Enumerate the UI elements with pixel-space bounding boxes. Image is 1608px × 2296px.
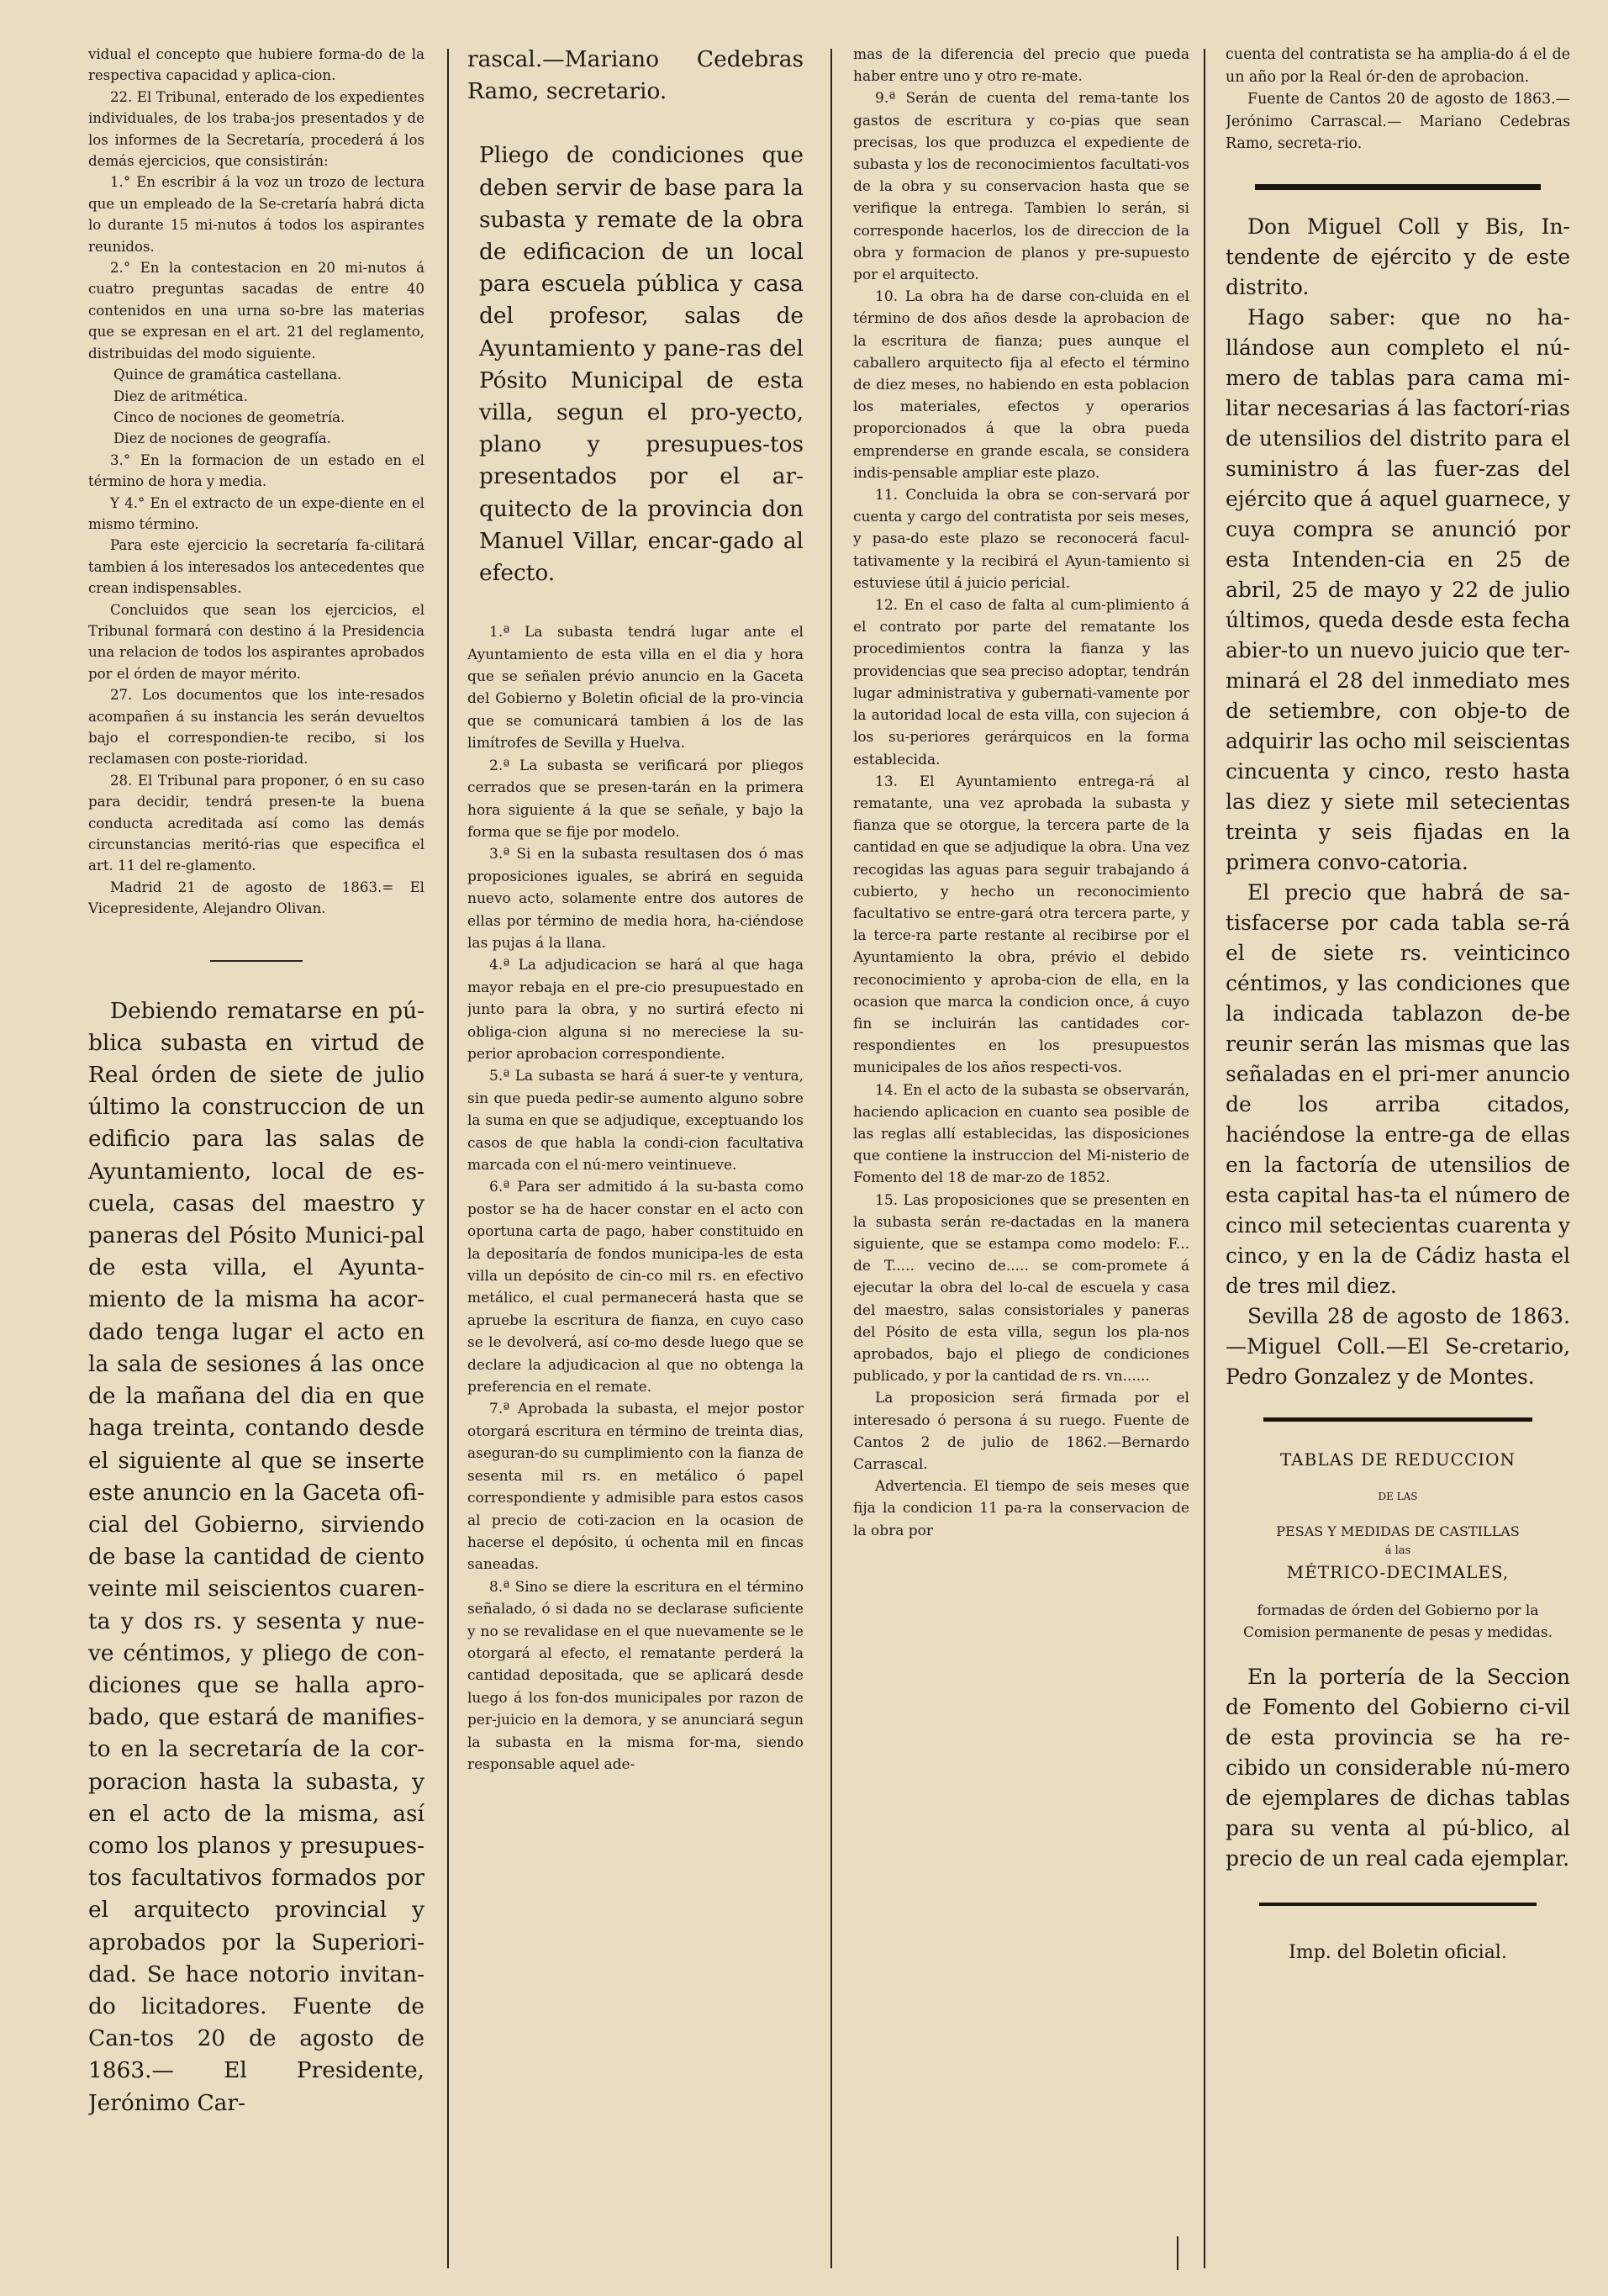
tables-title-de-las: DE LAS — [1378, 1490, 1418, 1502]
condition-6: 6.ª Para ser admitido á la su-basta como postor se ha de hacer constar en el acto con oportuna carta de pago, haber constituido en la depositaría de fondos municipa-les de esta villa un depósito de cin-co mil rs. en efectivo metálico, el cual permanecerá hasta que se apruebe la escritura de fianza, en cuyo caso se le devolverá, así co-mo desde luego que se declare la adjudicacion al que no obtenga la preferencia en el remate. — [467, 1179, 804, 1396]
column-1 — [88, 44, 424, 2119]
exercise-3: 3.° En la formacion de un estado en el término de hora y media. — [88, 451, 424, 490]
column-rule — [830, 49, 832, 2268]
signature-madrid: Madrid 21 de agosto de 1863.= El Vicepresidente, Alejandro Olivan. — [88, 879, 424, 917]
column-4 — [1226, 44, 1570, 1966]
list-item: Diez de nociones de geografía. — [113, 430, 331, 447]
condition-7: 7.ª Aprobada la subasta, el mejor postor otorgará escritura en término de treinta dias, aseguran-do su cumplimiento con la fianza de sesenta mil rs. en metálico ó papel correspondiente y admisible para estos casos al precio de coti-zacion en la ocasion de hacerse el depósito, ú ochenta mil en fincas saneadas. — [467, 1401, 804, 1574]
intendente-heading: Don Miguel Coll y Bis, In-tendente de ejército y de este distrito. — [1226, 214, 1570, 299]
intendente-notice: Hago saber: que no ha-llándose aun completo el nú-mero de tablas para cama mi-litar necesarias á las factorí-rias de utensilios del distrito para el suministro á las fuer-zas del ejército que á aquel guarnece, y cuya compra se anunció por esta Intenden-cia en 25 de abril, 25 de mayo y 22 de julio últimos, queda desde esta fecha abier-to un nuevo juicio que ter-minará el 28 del inmediato mes de setiembre, con obje-to de adquirir las ocho mil seiscientas cincuenta y cinco, resto hasta las diez y siete mil setecientas treinta y seis fijadas en la primera convo-catoria. — [1226, 304, 1570, 874]
condition-continuation: mas de la diferencia del precio que pueda haber entre uno y otro re-mate. — [853, 46, 1189, 86]
printer-imprint: Imp. del Boletin oficial. — [1289, 1941, 1507, 1963]
exercise-4: Y 4.° En el extracto de un expe-diente en el mismo término. — [88, 494, 424, 532]
list-item: Cinco de nociones de geometría. — [113, 409, 345, 425]
signature-continuation: rascal.—Mariano Cedebras Ramo, secretario. — [467, 46, 804, 105]
exercise-2: 2.° En la contestacion en 20 mi-nutos á cuatro preguntas sacadas de entre 40 contenidos en una urna so-bre las materias que se expresan en el art. 21 del reglamento, distribuidas del modo siguiente. — [88, 260, 424, 362]
condition-13: 13. El Ayuntamiento entrega-rá al rematante, una vez aprobada la subasta y fianza que se otorgue, la tercera parte de la cantidad en que se adjudique la obra. Una vez recogidas las aguas para seguir trabajando á cubierto, y hecho un reconocimiento facultativo se entre-gará otra tercera parte, y la terce-ra parte restante al recibirse por el Ayuntamiento la obra, prévio el debido reconocimiento y aproba-cion de ella, en la ocasion que marca la condicion once, á cuyo fin se incluirán las cantidades cor-respondientes en los presupuestos municipales de los años respecti-vos. — [853, 773, 1189, 1077]
section-divider — [1255, 184, 1541, 190]
section-divider — [1263, 1417, 1532, 1422]
list-item: Diez de aritmética. — [113, 388, 248, 404]
paragraph-concluidos: Concluidos que sean los ejercicios, el Tribunal formará con destino á la Presidencia una relacion de todos los aspirantes aprobados por el órden de mayor mérito. — [88, 601, 424, 682]
column-end-mark — [1177, 2236, 1178, 2270]
tables-subtitle: PESAS Y MEDIDAS DE CASTILLAS — [1276, 1523, 1520, 1539]
condition-15: 15. Las proposiciones que se presenten en la subasta serán re-dactadas en la manera siguiente, que se estampa como modelo: F... de T..... vecino de..... se com-promete á ejecutar la obra del lo-cal de escuela y casa del maestro, salas consistoriales y paneras del Pósito de esta villa, segun los pla-nos aprobados, bajo el pliego de condiciones publicado, y por la cantidad de rs. vn...... — [853, 1191, 1189, 1386]
section-divider — [1259, 1903, 1537, 1906]
condition-4: 4.ª La adjudicacion se hará al que haga mayor rebaja en el pre-cio presupuestado en junto para la obra, y no surtirá efecto ni obliga-cion alguna si no mereciese la su-perior aprobacion correspondiente. — [467, 957, 804, 1063]
list-item: Quince de gramática castellana. — [113, 367, 342, 383]
condition-3: 3.ª Si en la subasta resultasen dos ó mas proposiciones iguales, se abrirá en seguida nuevo acto, solamente entre dos autores de ellas por término de media hora, ha-ciéndose las pujas á la llana. — [467, 846, 804, 952]
condition-9: 9.ª Serán de cuenta del rema-tante los gastos de escritura y co-pias que sean precisas, los que produzca el expediente de subasta y los de reconocimientos facultati-vos de la obra y su conservacion hasta que se verifique la entrega. Tambien lo serán, si corresponde hacerlos, los de direccion de la obra y formacion de planos y pre-supuesto por el arquitecto. — [853, 90, 1189, 284]
signature-sevilla: Sevilla 28 de agosto de 1863.—Miguel Coll.—El Se-cretario, Pedro Gonzalez y de Montes. — [1226, 1303, 1570, 1389]
proposal-note: La proposicion será firmada por el interesado ó persona á su ruego. Fuente de Cantos 2 de julio de 1862.—Bernardo Carrascal. — [853, 1390, 1189, 1473]
paragraph-secretaria: Para este ejercicio la secretaría fa-cilitará tambien á los interesados los antecedentes que crean indispensables. — [88, 537, 424, 597]
column-rule — [447, 49, 449, 2268]
condition-10: 10. La obra ha de darse con-cluida en el término de dos años desde la aprobacion de la escritura de fianza; pues aunque el caballero arquitecto fija al efecto el término de diez meses, no habiendo en esta poblacion los materiales, efectos y operarios proporcionados á que la obra pueda emprenderse en grande escala, se considera indis-pensable ampliar este plazo. — [853, 288, 1189, 482]
condition-14: 14. En el acto de la subasta se observarán, haciendo aplicacion en cuanto sea posible de las reglas allí establecidas, las disposiciones que contiene la instruccion del Mi-nisterio de Fomento del 18 de mar-zo de 1852. — [853, 1081, 1189, 1187]
paragraph-intro: vidual el concepto que hubiere forma-do de la respectiva capacidad y aplica-cion. — [88, 46, 424, 84]
condition-11: 11. Concluida la obra se con-servará por cuenta y cargo del contratista por seis meses, y pasa-do este plazo se reconocerá facul-tativamente y la recibirá el Ayun-tamiento si estuviese útil á juicio pericial. — [853, 487, 1189, 592]
advertencia: Advertencia. El tiempo de seis meses que fija la condicion 11 pa-ra la conservacion de la obra por — [853, 1478, 1189, 1539]
article-28: 28. El Tribunal para proponer, ó en su caso para decidir, tendrá presen-te la buena conducta acreditada así como las demás circunstancias meritó-rias que especifica el art. 11 del re-glamento. — [88, 772, 424, 874]
auction-announcement: Debiendo rematarse en pú-blica subasta en virtud de Real órden de siete de julio último la construccion de un edificio para las salas de Ayuntamiento, local de es-cuela, casas del maestro y paneras del Pósito Munici-pal de esta villa, el Ayunta-miento de la misma ha acor-dado tenga lugar el acto en la sala de sesiones á las once de la mañana del dia en que haga treinta, contando desde el siguiente al que se inserte este anuncio en la Gaceta ofi-cial del Gobierno, sirviendo de base la cantidad de ciento veinte mil seiscientos cuaren-ta y dos rs. y sesenta y nue-ve céntimos, y pliego de con-diciones que se halla apro-bado, que estará de manifies-to en la secretaría de la cor-poracion hasta la subasta, y en el acto de la misma, así como los planos y presupues-tos facultativos formados por el arquitecto provincial y aprobados por la Superiori-dad. Se hace notorio invitan-do licitadores. Fuente de Can-tos 20 de agosto de 1863.— El Presidente, Jerónimo Car- — [88, 997, 424, 2116]
condition-2: 2.ª La subasta se verificará por pliegos cerrados que se presen-tarán en la primera hora siguiente á la que se señale, y bajo la forma que se fije por modelo. — [467, 757, 804, 841]
section-divider — [210, 960, 303, 962]
exercise-1: 1.° En escribir á la voz un trozo de lectura que un empleado de la Se-cretaría habrá dicta lo durante 15 mi-nutos á todos los aspirantes reunidos. — [88, 174, 424, 255]
tables-subtitle-a-las: á las — [1384, 1544, 1411, 1557]
conditions-title: Pliego de condiciones que deben servir de base para la subasta y remate de la obra de edificacion de un local para escuela pública y casa del profesor, salas de Ayuntamiento y pane-ras del Pósito Municipal de esta villa, segun el pro-yecto, plano y presupues-tos presentados por el ar-quitecto de la provincia don Manuel Villar, encar-gado al efecto. — [479, 142, 804, 587]
column-3 — [853, 44, 1189, 1542]
condition-1: 1.ª La subasta tendrá lugar ante el Ayuntamiento de esta villa en el dia y hora que se señalen prévio anuncio en la Gaceta del Gobierno y Boletin oficial de la pro-vincia que se comunicará tambien á los de las limítrofes de Sevilla y Huelva. — [467, 624, 804, 752]
condition-12: 12. En el caso de falta al cum-plimiento á el contrato por parte del rematante los procedimientos contra la fianza y las providencias que sea preciso adoptar, tendrán lugar administrativa y gubernati-vamente por la autoridad local de esta villa, con sujecion á los su-periores gerárquicos en la forma establecida. — [853, 597, 1189, 768]
signature-fuente: Fuente de Cantos 20 de agosto de 1863.—Jerónimo Carrascal.— Mariano Cedebras Ramo, secreta-rio. — [1226, 91, 1570, 152]
tables-title: TABLAS DE REDUCCION — [1279, 1449, 1516, 1470]
tables-subtitle-metric: MÉTRICO-DECIMALES, — [1286, 1561, 1510, 1582]
article-27: 27. Los documentos que los inte-resados acompañen á su instancia les serán devueltos bajo el correspondien-te recibo, si los reclamasen con poste-rioridad. — [88, 687, 424, 768]
price-paragraph: El precio que habrá de sa-tisfacerse por cada tabla se-rá el de siete rs. veinticinco céntimos, y las condiciones que la indicada tablazon de-be reunir serán las mismas que las señaladas en el pri-mer anuncio de los arriba citados, haciéndose la entre-ga de ellas en la factoría de utensilios de esta capital has-ta el número de cinco mil setecientas cuarenta y cinco, y en la de Cádiz hasta el de tres mil diez. — [1226, 879, 1570, 1298]
column-2 — [467, 44, 804, 1776]
column-rule — [1204, 49, 1205, 2268]
condition-8: 8.ª Sino se diere la escritura en el término señalado, ó si dada no se declarase suficiente y no se revalidase en el que nuevamente se le otorgará al efecto, el rematante perderá la cantidad depositada, que se aplicará desde luego á los fon-dos municipales por razon de per-juicio en la demora, y se anunciará segun la subasta en la misma for-ma, siendo responsable aquel ade- — [467, 1578, 804, 1773]
advertencia-continuation: cuenta del contratista se ha amplia-do á el de un año por la Real ór-den de aprobacion. — [1226, 46, 1570, 86]
tables-notice: En la portería de la Seccion de Fomento del Gobierno ci-vil de esta provincia se ha re-cibido un considerable nú-mero de ejemplares de dichas tablas para su venta al pú-blico, al precio de un real cada ejemplar. — [1226, 1664, 1570, 1871]
article-22: 22. El Tribunal, enterado de los expedientes individuales, de los traba-jos presentados y de los informes de la Secretaría, procederá á los demás ejercicios, que consistirán: — [88, 88, 424, 170]
condition-5: 5.ª La subasta se hará á suer-te y ventura, sin que pueda pedir-se aumento alguno sobre la suma en que se adjudique, exceptuando los casos de que habla la condi-cion facultativa marcada con el nú-mero veintinueve. — [467, 1068, 804, 1174]
tables-authority: formadas de órden del Gobierno por la Comision permanente de pesas y medidas. — [1242, 1602, 1553, 1641]
